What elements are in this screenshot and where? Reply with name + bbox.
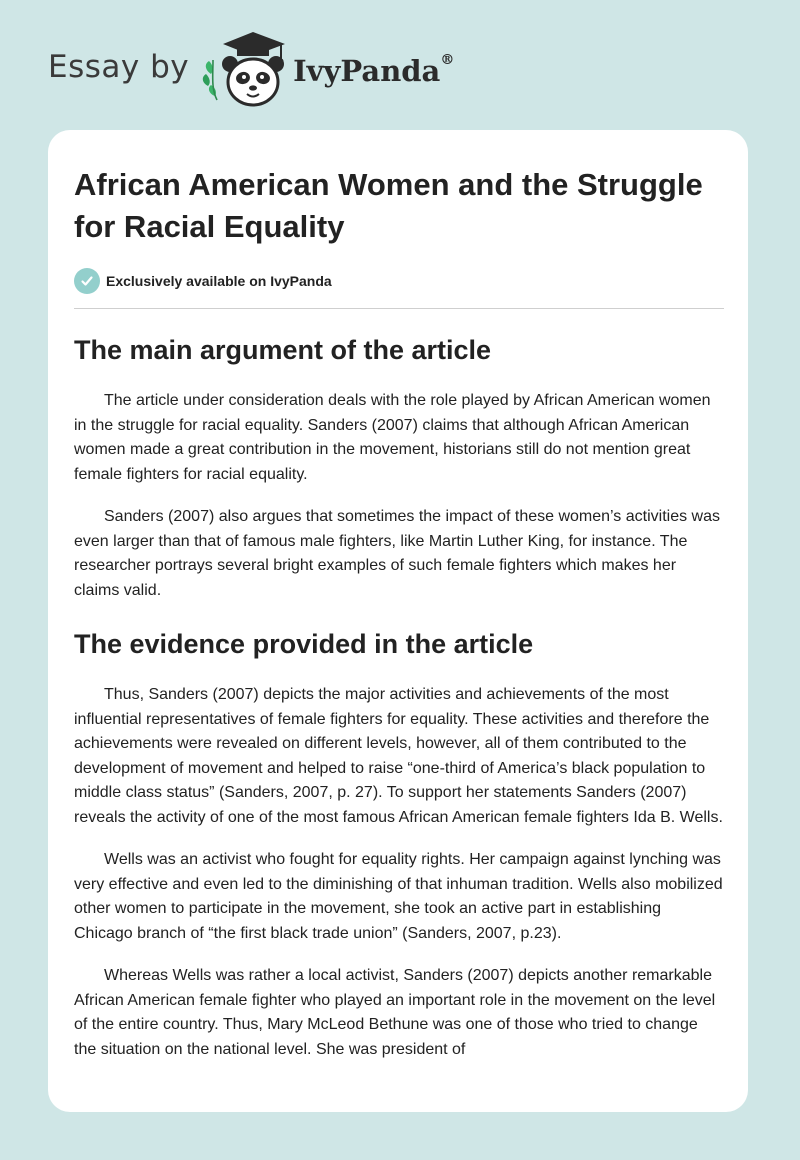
page-title: African American Women and the Struggle for Racial Equality xyxy=(74,167,703,244)
brand-text: IvyPanda xyxy=(293,54,441,88)
section-heading-main-argument: The main argument of the article xyxy=(74,335,492,365)
paragraph: Thus, Sanders (2007) depicts the major activities and achievements of the most influential representatives of female fighters for equality. These activities and therefore the achievements were revealed on different levels, however, all of them contributed to the development of movement and helped to raise “one-third of America’s black population to middle class status” (Sanders, 2007, p. 27). To support her statements Sanders (2007) reveals the activity of one of the most famous African American female fighters Ida B. Wells. xyxy=(74,686,723,826)
checkmark-icon xyxy=(74,268,100,294)
site-header xyxy=(48,30,454,110)
essay-card xyxy=(48,130,748,1112)
paragraph: Sanders (2007) also argues that sometimes the impact of these women’s activities was even larger than that of famous male fighters, like Martin Luther King, for instance. The researcher portrays several bright examples of such female fighters which makes her claims valid. xyxy=(74,508,720,599)
registered-mark: ® xyxy=(440,52,455,68)
section-heading-evidence: The evidence provided in the article xyxy=(74,629,534,659)
exclusive-label: Exclusively available on IvyPanda xyxy=(106,273,332,289)
paragraph: Whereas Wells was rather a local activist, Sanders (2007) depicts another remarkable African American female fighter who played an important role in the movement on the level of the entire country. Thus, Mary McLeod Bethune was one of those who tried to change the situation on the national level. She was president of xyxy=(74,967,716,1058)
essay-by-label: Essay by xyxy=(48,49,190,85)
panda-logo-icon[interactable] xyxy=(199,30,291,110)
exclusive-badge xyxy=(74,268,724,294)
title-divider xyxy=(74,308,724,309)
essay-content xyxy=(74,164,724,1062)
paragraph: Wells was an activist who fought for equality rights. Her campaign against lynching was very effective and even led to the diminishing of that inhuman tradition. Wells also mobilized other women to participate in the movement, she took an active part in establishing Chicago branch of “the first black trade union” (Sanders, 2007, p.23). xyxy=(74,851,723,942)
brand-name[interactable] xyxy=(293,54,454,88)
paragraph: The article under consideration deals with the role played by African American women in the struggle for racial equality. Sanders (2007) claims that although African American women made a great contribution in the movement, historians still do not mention great female fighters for racial equality. xyxy=(74,392,711,483)
